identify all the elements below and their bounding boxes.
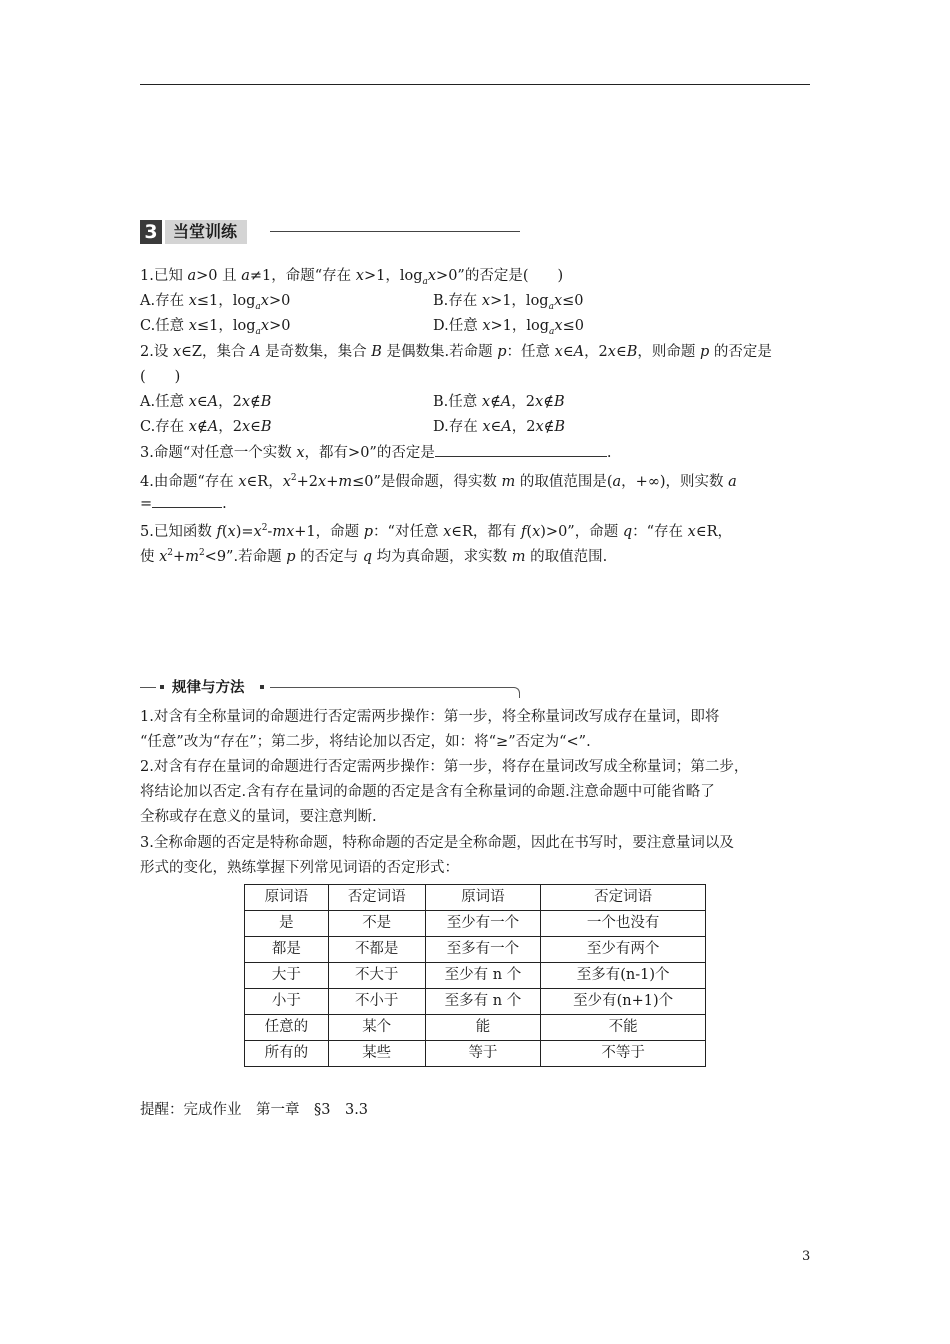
- method-p3-line1: 3.全称命题的否定是特称命题，特称命题的否定是全称命题，因此在书写时，要注意量词以及: [140, 835, 734, 851]
- answer-blank[interactable]: [152, 493, 222, 508]
- method-p2-line2: 将结论加以否定.含有存在量词的命题的否定是含有全称量词的命题.注意命题中可能省略了: [140, 784, 715, 800]
- table-cell: 至多有(n-1)个: [541, 963, 706, 989]
- divider: [270, 687, 514, 688]
- q2-option-a: A.任意 x∈A，2x∉B: [140, 394, 272, 410]
- table-cell: 某些: [328, 1041, 425, 1067]
- header-rule: [140, 84, 810, 85]
- q2-option-b: B.任意 x∉A，2x∉B: [433, 394, 565, 410]
- table-cell: 都是: [245, 937, 329, 963]
- table-row: [245, 989, 706, 1015]
- table-cell: 不能: [541, 1015, 706, 1041]
- q1-option-a: A.存在 x≤1，$\log_ax>0$: [140, 293, 291, 312]
- negation-table: [244, 884, 706, 1067]
- table-cell: 至少有一个: [425, 911, 541, 937]
- table-cell: 能: [425, 1015, 541, 1041]
- table-cell: 小于: [245, 989, 329, 1015]
- table-cell: 不小于: [328, 989, 425, 1015]
- section-title: 当堂训练: [165, 220, 247, 244]
- table-cell: 不大于: [328, 963, 425, 989]
- table-cell: 大于: [245, 963, 329, 989]
- table-cell: 不是: [328, 911, 425, 937]
- table-cell: 至少有(n+1)个: [541, 989, 706, 1015]
- q2-option-d: D.存在 x∈A，2x∉B: [433, 419, 566, 435]
- q5-line2: 使 $x^2+m^2<9$”.若命题 p 的否定与 q 均为真命题，求实数 m 的取值范围.: [140, 548, 608, 565]
- table-cell: 至多有一个: [425, 937, 541, 963]
- table-header: 否定词语: [328, 885, 425, 911]
- table-cell: 等于: [425, 1041, 541, 1067]
- method-title: 规律与方法: [172, 680, 245, 696]
- reminder: 提醒：完成作业 第一章 §3 3.3: [140, 1102, 369, 1118]
- q3: 3.命题“对任意一个实数 x，都有>0”的否定是 .: [140, 442, 611, 463]
- method-p3-line2: 形式的变化，熟练掌握下列常见词语的否定形式：: [140, 860, 459, 876]
- table-row: [245, 937, 706, 963]
- q5-line1: 5.已知函数 $f(x)=x^2-mx+1$，命题 p：“对任意 x∈R，都有 f(x)>0”，命题 q：“存在 x∈R，: [140, 523, 732, 540]
- table-header: 原词语: [245, 885, 329, 911]
- table-header: 原词语: [425, 885, 541, 911]
- table-cell: 至少有两个: [541, 937, 706, 963]
- section-rule: [270, 231, 520, 232]
- bullet-square-icon: [260, 685, 264, 689]
- table-cell: 某个: [328, 1015, 425, 1041]
- divider: [140, 687, 156, 688]
- table-cell: 一个也没有: [541, 911, 706, 937]
- q1-option-b: B.存在 x>1，$\log_ax\le 0$: [433, 293, 584, 312]
- bullet-square-icon: [160, 685, 164, 689]
- q2-stem-paren: ( ): [140, 369, 181, 385]
- table-cell: 至多有 n 个: [425, 989, 541, 1015]
- method-p2-line3: 全称或存在意义的量词，要注意判断.: [140, 809, 377, 825]
- table-row: [245, 963, 706, 989]
- answer-blank[interactable]: [435, 442, 607, 457]
- section-number: 3: [140, 220, 162, 244]
- q4-line2: = .: [140, 493, 227, 514]
- table-header-row: [245, 885, 706, 911]
- table-cell: 至少有 n 个: [425, 963, 541, 989]
- table-cell: 不都是: [328, 937, 425, 963]
- method-heading: [140, 678, 520, 698]
- method-p2-line1: 2.对含有存在量词的命题进行否定需两步操作：第一步，将存在量词改写成全称量词；第二步，: [140, 759, 749, 775]
- table-cell: 所有的: [245, 1041, 329, 1067]
- table-row: [245, 1015, 706, 1041]
- table-cell: 是: [245, 911, 329, 937]
- method-p1-line2: “任意”改为“存在”；第二步，将结论加以否定，如：将“≥”否定为“<”.: [140, 734, 591, 750]
- table-row: [245, 1041, 706, 1067]
- table-cell: 任意的: [245, 1015, 329, 1041]
- q1-option-c: C.任意 x≤1，$\log_ax>0$: [140, 318, 291, 337]
- q1-stem: 1.已知 a>0 且 a≠1，命题“存在 x>1，$\log_ax>0$”的否定是( ): [140, 268, 564, 287]
- q2-option-c: C.存在 x∉A，2x∈B: [140, 419, 272, 435]
- table-cell: 不等于: [541, 1041, 706, 1067]
- q4-line1: 4.由命题“存在 x∈R，$x^2+2x+m\le 0$”是假命题，得实数 m 的取值范围是(a，+∞)，则实数 a: [140, 473, 737, 490]
- table-header: 否定词语: [541, 885, 706, 911]
- page-number: 3: [802, 1249, 811, 1264]
- method-p1-line1: 1.对含有全称量词的命题进行否定需两步操作：第一步，将全称量词改写成存在量词，即将: [140, 709, 720, 725]
- q2-stem: 2.设 x∈Z，集合 A 是奇数集，集合 B 是偶数集.若命题 p：任意 x∈A，2x∈B，则命题 p 的否定是: [140, 344, 772, 360]
- table-row: [245, 911, 706, 937]
- frame-corner: [512, 687, 520, 698]
- q1-option-d: D.任意 x>1，$\log_ax\le 0$: [433, 318, 584, 337]
